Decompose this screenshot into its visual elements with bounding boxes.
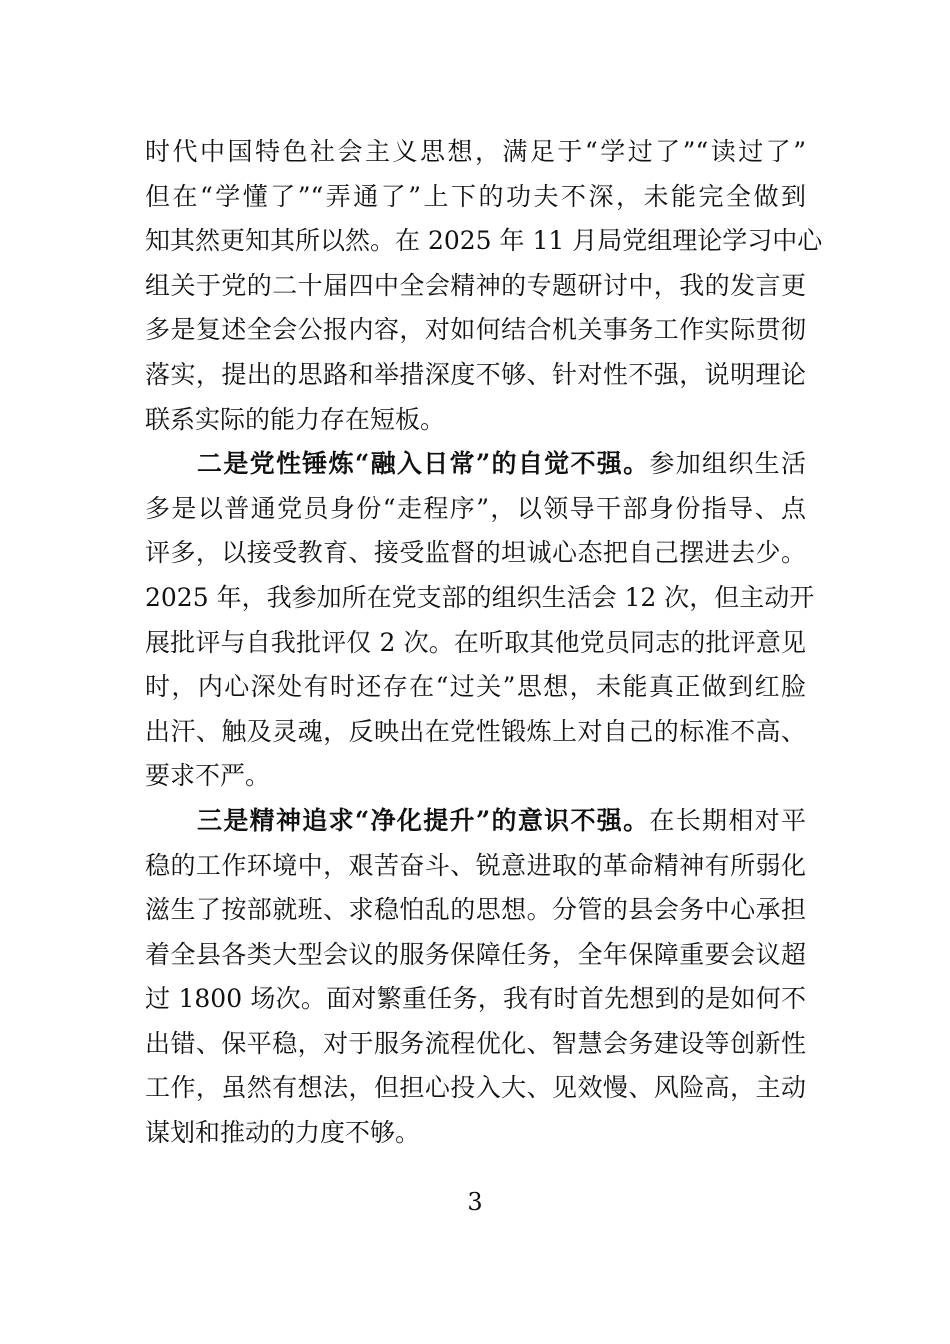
- paragraph-heading: 二是党性锤炼“融入日常”的自觉不强。: [197, 449, 650, 479]
- text-line: 时，内心深处有时还存在“过关”思想，未能真正做到红脸: [145, 672, 806, 702]
- text-line: 2025 年，我参加所在党支部的组织生活会 12 次，但主动开: [145, 582, 815, 612]
- text-line: 落实，提出的思路和举措深度不够、针对性不强，说明理论: [145, 359, 806, 389]
- text-line: 多是复述全会公报内容，对如何结合机关事务工作实际贯彻: [145, 315, 806, 345]
- text-line: 联系实际的能力存在短板。: [145, 404, 446, 434]
- text-line: 稳的工作环境中，艰苦奋斗、锐意进取的革命精神有所弱化: [145, 850, 806, 880]
- text-line: 要求不严。: [145, 761, 271, 791]
- text-line: 出错、保平稳，对于服务流程优化、智慧会务建设等创新性: [145, 1028, 806, 1058]
- text-line: 评多，以接受教育、接受监督的坦诚心态把自己摆进去少。: [145, 538, 806, 568]
- paragraph-party-spirit: [145, 442, 815, 799]
- text-span: 在长期相对平: [649, 805, 806, 835]
- page-number: 3: [467, 1188, 483, 1216]
- text-line: 着全县各类大型会议的服务保障任务，全年保障重要会议超: [145, 939, 806, 969]
- text-span: 参加组织生活: [649, 449, 806, 479]
- text-line-lead: [145, 442, 806, 487]
- text-line: 组关于党的二十届四中全会精神的专题研讨中，我的发言更: [145, 270, 806, 300]
- text-line: 过 1800 场次。面对繁重任务，我有时首先想到的是如何不: [145, 984, 806, 1014]
- text-line: 时代中国特色社会主义思想，满足于“学过了”“读过了”: [145, 137, 806, 166]
- paragraph-spiritual-pursuit: [145, 799, 806, 1156]
- text-line: 谋划和推动的力度不够。: [145, 1118, 421, 1148]
- text-line: 滋生了按部就班、求稳怕乱的思想。分管的县会务中心承担: [145, 895, 806, 925]
- text-line: 知其然更知其所以然。在 2025 年 11 月局党组理论学习中心: [145, 226, 823, 256]
- paragraph-heading: 三是精神追求“净化提升”的意识不强。: [197, 805, 650, 835]
- text-line-lead: [145, 799, 806, 844]
- paragraph-theory-study: [145, 130, 823, 442]
- text-line: 多是以普通党员身份“走程序”，以领导干部身份指导、点: [145, 493, 806, 523]
- text-line: 但在“学懂了”“弄通了”上下的功夫不深，未能完全做到: [145, 181, 806, 211]
- text-line: 出汗、触及灵魂，反映出在党性锻炼上对自己的标准不高、: [145, 716, 806, 746]
- text-line: 展批评与自我批评仅 2 次。在听取其他党员同志的批评意见: [145, 627, 806, 657]
- text-line: 工作，虽然有想法，但担心投入大、见效慢、风险高，主动: [145, 1073, 806, 1103]
- document-body: [145, 130, 823, 1156]
